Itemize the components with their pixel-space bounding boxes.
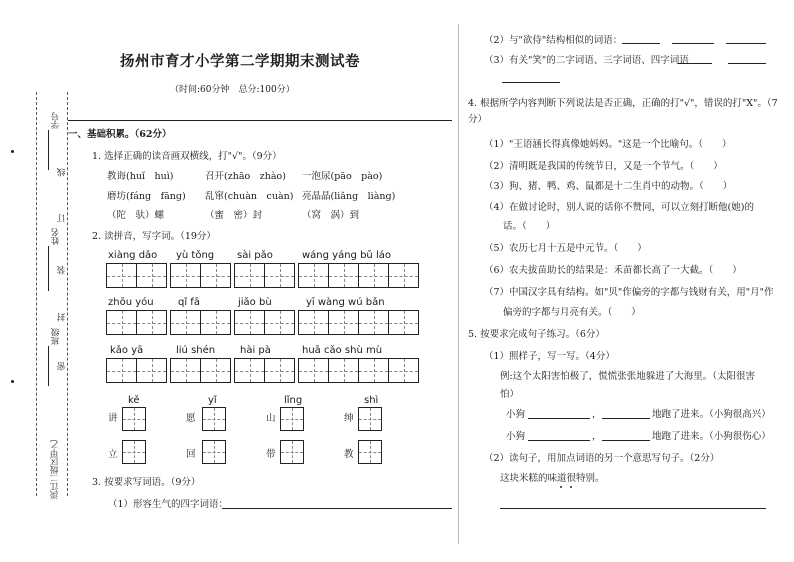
q1-prompt: 1. 选择正确的读音画双横线，打"√"。（9分）: [92, 151, 282, 162]
q2-pinyin: xiàng dǎo: [108, 250, 158, 261]
q3-answer-line[interactable]: [678, 63, 712, 64]
q1-item: 磨坊(fáng fāng): [107, 191, 186, 202]
q5-example: 例:这个太阳害怕极了，慌慌张张地躲进了大海里。（太阳很害: [500, 371, 755, 382]
seal-mark-5: 密: [57, 362, 67, 371]
cut-line: [36, 92, 37, 496]
small-pinyin: yǐ: [208, 395, 217, 406]
seal-mark-2: 订: [57, 214, 67, 223]
q5-sub1: （1）照样子，写一写。（4分）: [484, 351, 615, 362]
q2-pinyin: sài pǎo: [237, 250, 273, 261]
q5-sub2: （2）读句子，用加点词语的另一个意思写句子。（2分）: [484, 453, 720, 464]
q2-pinyin: jiǎo bù: [238, 297, 272, 308]
q3-prompt: 3. 按要求写词语。（9分）: [92, 477, 201, 488]
emphasis-dot: [570, 486, 572, 488]
q3-answer-line[interactable]: [728, 63, 766, 64]
student-id-label: 学号: [51, 112, 61, 129]
answer-grid[interactable]: [106, 310, 166, 335]
fill1-end: 地跑了进来。（小狗很高兴）: [652, 409, 771, 420]
answer-grid[interactable]: [106, 358, 166, 383]
q3-answer-line[interactable]: [726, 43, 766, 44]
q2-pinyin: zhōu yóu: [108, 297, 154, 308]
class-line: [48, 346, 49, 386]
radical-char: 讲: [108, 413, 118, 424]
q1-item: 教诲(huǐ huì): [107, 171, 174, 182]
answer-grid[interactable]: [234, 263, 294, 288]
q4-item: （3）狗、猪、鸭、鸡、鼠都是十二生肖中的动物。（ ）: [484, 181, 733, 192]
column-divider: [458, 24, 459, 544]
q3-answer-line[interactable]: [502, 82, 560, 83]
q4-prompt: 4. 根据所学内容判断下列说法是否正确，正确的打"√"，错误的打"X"。（7分）: [468, 98, 778, 125]
q3-answer-line[interactable]: [672, 43, 714, 44]
q1-item: （陀 驮）螺: [107, 210, 165, 221]
q4-item: （5）农历七月十五是中元节。（ ）: [484, 243, 647, 254]
char-box[interactable]: [358, 407, 382, 431]
fill2-end: 地跑了进来。（小狗很伤心）: [652, 431, 771, 442]
seal-mark-3: 装: [57, 266, 67, 275]
q3-item-1: （1）形容生气的四字词语：: [108, 499, 229, 510]
fill2-start: 小狗: [506, 431, 526, 442]
hole-dot: [11, 150, 14, 153]
q2-pinyin: wáng yáng bǔ láo: [302, 250, 391, 261]
radical-char: 回: [186, 449, 196, 460]
q1-item: 亮晶晶(liǎng liàng): [302, 191, 396, 202]
char-box[interactable]: [122, 440, 146, 464]
radical-char: 教: [344, 449, 354, 460]
q3-answer-line[interactable]: [622, 43, 660, 44]
q4-item: （4）在做讨论时，别人说的话你不赞同，可以立刻打断他(她)的: [484, 202, 754, 213]
radical-char: 立: [108, 449, 118, 460]
answer-grid[interactable]: [170, 358, 230, 383]
answer-grid[interactable]: [298, 263, 418, 288]
small-pinyin: shì: [364, 395, 379, 406]
answer-grid[interactable]: [234, 310, 294, 335]
small-pinyin: lǐng: [284, 395, 303, 406]
q4-item: 话。（ ）: [484, 221, 556, 232]
hole-dot: [11, 380, 14, 383]
q2-pinyin: hài pà: [240, 345, 271, 356]
exam-title: 扬州市育才小学第二学期期末测试卷: [120, 53, 360, 70]
fill1-line-b[interactable]: [602, 418, 650, 419]
q5-prompt: 5. 按要求完成句子练习。（6分）: [468, 329, 605, 340]
char-box[interactable]: [202, 440, 226, 464]
cut-line-inner: [67, 92, 68, 496]
q4-item: （2）清明既是我国的传统节日，又是一个节气。（ ）: [484, 161, 723, 172]
seal-mark-4: 封: [57, 313, 67, 322]
char-box[interactable]: [358, 440, 382, 464]
fill2-line-a[interactable]: [528, 440, 590, 441]
q1-item: （蜜 密）封: [205, 210, 263, 221]
student-id-line: [48, 130, 49, 170]
header-divider: [68, 120, 452, 121]
exam-subtitle: （时间:60分钟 总分:100分）: [170, 85, 295, 95]
radical-char: 带: [266, 449, 276, 460]
q1-item: （窝 涡）到: [302, 210, 360, 221]
fill1-comma: ，: [592, 409, 602, 420]
q4-item: （6）农夫拔苗助长的结果是：禾苗都长高了一大截。（ ）: [484, 265, 742, 276]
answer-grid[interactable]: [170, 310, 230, 335]
answer-grid[interactable]: [106, 263, 166, 288]
answer-grid[interactable]: [234, 358, 294, 383]
name-label: 姓名: [51, 228, 61, 245]
char-box[interactable]: [122, 407, 146, 431]
q1-item: 一泡尿(pāo pào): [302, 171, 383, 182]
q4-item: 偏旁的字都与月亮有关。（ ）: [484, 307, 641, 318]
radical-char: 愿: [186, 413, 196, 424]
q2-pinyin: yù tǒng: [176, 250, 215, 261]
q3-item-2: （2）与"欲侍"结构相似的词语：: [484, 35, 623, 46]
q2-pinyin: qǐ fā: [178, 297, 200, 308]
q1-item: 乱窜(chuàn cuàn): [205, 191, 294, 202]
emphasis-dot: [560, 486, 562, 488]
q5-example-cont: 怕）: [500, 389, 520, 400]
char-box[interactable]: [280, 407, 304, 431]
q2-pinyin: huā cǎo shù mù: [302, 345, 383, 356]
q4-item: （1）"王语涵长得真像她妈妈。"这是一个比喻句。（ ）: [484, 139, 732, 150]
section1-heading: 一、基础积累。（62分）: [68, 129, 172, 140]
q3-answer-line-1[interactable]: [222, 508, 452, 509]
radical-char: 山: [266, 413, 276, 424]
answer-grid[interactable]: [298, 310, 418, 335]
answer-grid[interactable]: [298, 358, 418, 383]
q1-item: 召开(zhāo zhào): [205, 171, 286, 182]
school-label: 淡江二级区甲乙: [50, 440, 60, 500]
q5-answer-line[interactable]: [500, 508, 766, 509]
radical-char: 绅: [344, 413, 354, 424]
fill2-line-b[interactable]: [602, 440, 650, 441]
answer-grid[interactable]: [170, 263, 230, 288]
seal-mark-1: 线: [57, 168, 67, 177]
q4-item: （7）中国汉字具有结构。如"贝"作偏旁的字都与钱财有关，用"月"作: [484, 287, 774, 298]
fill1-start: 小狗: [506, 409, 526, 420]
q3-item-3: （3）有关"笑"的二字词语、三字词语、四字词语: [484, 55, 689, 66]
char-box[interactable]: [202, 407, 226, 431]
char-box[interactable]: [280, 440, 304, 464]
small-pinyin: kě: [128, 395, 140, 406]
q2-pinyin: liú shén: [176, 345, 216, 356]
fill2-comma: ，: [592, 431, 602, 442]
q5-sentence: 这块米糕的味道很特别。: [500, 473, 605, 484]
q2-prompt: 2. 读拼音，写字词。（19分）: [92, 231, 216, 242]
name-line: [48, 246, 49, 291]
fill1-line-a[interactable]: [528, 418, 590, 419]
q2-pinyin: kǎo yā: [110, 345, 144, 356]
q2-pinyin: yī wàng wú bǎn: [306, 297, 385, 308]
class-label: 班级: [51, 328, 61, 345]
